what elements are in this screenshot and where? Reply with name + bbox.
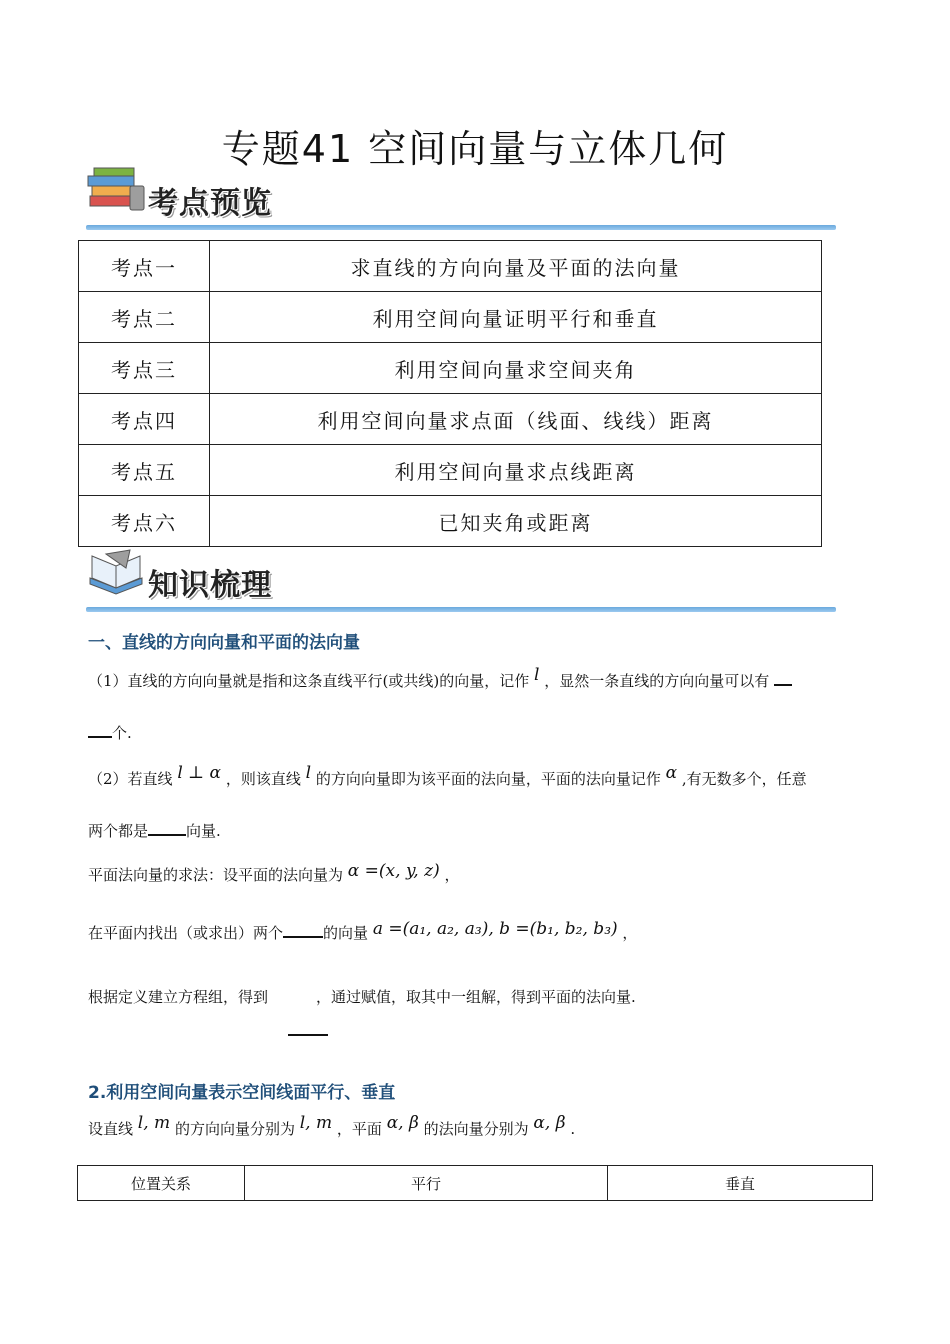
column-header: 垂直 [608, 1166, 873, 1201]
text: 的方向向量分别为 [174, 1120, 295, 1138]
outline-value: 已知夹角或距离 [210, 496, 822, 547]
text: （1）直线的方向向量就是指和这条直线平行(或共线)的向量，记作 [88, 672, 530, 690]
outline-value: 利用空间向量求点线距离 [210, 445, 822, 496]
text: 在平面内找出（或求出）两个 [88, 924, 284, 942]
outline-table [78, 240, 822, 547]
table-row [79, 394, 822, 445]
text: 两个都是 [88, 822, 149, 840]
outline-value: 求直线的方向向量及平面的法向量 [210, 241, 822, 292]
outline-key: 考点一 [79, 241, 210, 292]
relation-table [77, 1165, 873, 1201]
section-heading: 一、直线的方向向量和平面的法向量 [88, 633, 360, 653]
blank-line [774, 670, 792, 686]
text: ， [444, 866, 460, 884]
text: 的方向向量即为该平面的法向量，平面的法向量记作 [315, 770, 661, 788]
section-heading: 2.利用空间向量表示空间线面平行、垂直 [88, 1083, 396, 1103]
math-symbol: α [665, 763, 678, 783]
outline-key: 考点五 [79, 445, 210, 496]
math-symbol: l [534, 665, 540, 685]
text: 个. [112, 724, 132, 742]
blank-line [283, 922, 323, 938]
outline-key: 考点六 [79, 496, 210, 547]
blank-line [288, 1020, 328, 1036]
knowledge-banner-title: 知识梳理 [148, 568, 272, 603]
outline-key: 考点三 [79, 343, 210, 394]
math-symbol: α =(x, y, z) [347, 861, 440, 881]
table-row [79, 445, 822, 496]
paragraph [88, 763, 807, 789]
text: ,有无数多个，任意 [681, 770, 807, 788]
paragraph [88, 1113, 576, 1139]
knowledge-banner [86, 548, 836, 612]
text: ， [622, 924, 638, 942]
preview-banner [86, 166, 836, 230]
math-symbol: l ⊥ α [177, 763, 222, 783]
text: ，通过赋值，取其中一组解，得到平面的法向量. [316, 988, 636, 1006]
paragraph [88, 919, 638, 943]
text: ，则该直线 [225, 770, 301, 788]
paragraph [88, 722, 132, 743]
math-symbol: a =(a₁, a₂, a₃), b =(b₁, b₂, b₃) [372, 919, 618, 939]
table-row [79, 343, 822, 394]
outline-key: 考点二 [79, 292, 210, 343]
text: （2）若直线 [88, 770, 173, 788]
table-row [79, 241, 822, 292]
outline-key: 考点四 [79, 394, 210, 445]
text: ，平面 [336, 1120, 382, 1138]
banner-rule [86, 225, 836, 230]
math-symbol: α, β [533, 1113, 566, 1133]
paragraph [88, 665, 792, 691]
page-title: 专题41 空间向量与立体几何 [221, 127, 729, 171]
math-symbol: α, β [386, 1113, 419, 1133]
math-symbol: l, m [137, 1113, 171, 1133]
table-header-row [78, 1166, 873, 1201]
books-icon [86, 166, 146, 214]
paragraph [88, 986, 636, 1007]
text: 的向量 [323, 924, 369, 942]
text: . [570, 1120, 576, 1138]
text: ，显然一条直线的方向向量可以有 [544, 672, 770, 690]
paragraph [88, 820, 221, 841]
table-row [79, 496, 822, 547]
paragraph [88, 861, 460, 885]
text: 根据定义建立方程组，得到 [88, 988, 269, 1006]
blank-line [148, 820, 186, 836]
column-header: 位置关系 [78, 1166, 245, 1201]
banner-rule [86, 607, 836, 612]
blank-line [88, 722, 112, 738]
text: 设直线 [88, 1120, 134, 1138]
math-symbol: l, m [299, 1113, 333, 1133]
math-symbol: l [305, 763, 312, 783]
outline-value: 利用空间向量求点面（线面、线线）距离 [210, 394, 822, 445]
outline-value: 利用空间向量求空间夹角 [210, 343, 822, 394]
text: 平面法向量的求法：设平面的法向量为 [88, 866, 344, 884]
column-header: 平行 [245, 1166, 608, 1201]
text: 的法向量分别为 [423, 1120, 529, 1138]
book-icon [86, 548, 146, 596]
table-row [79, 292, 822, 343]
preview-banner-title: 考点预览 [148, 186, 272, 221]
text: 向量. [186, 822, 221, 840]
outline-value: 利用空间向量证明平行和垂直 [210, 292, 822, 343]
